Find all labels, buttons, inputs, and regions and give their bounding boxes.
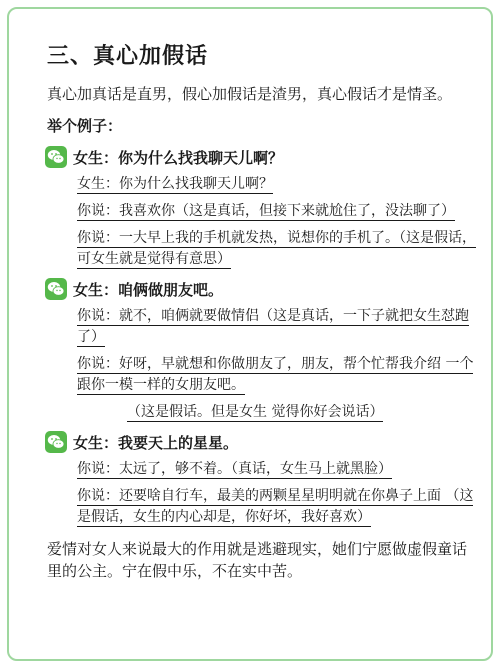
dialogue-line: 女生：你为什么找我聊天儿啊？: [77, 176, 273, 192]
intro-paragraph: 真心加真话是直男，假心加假话是渣男，真心假话才是情圣。: [47, 85, 453, 103]
block-heading-text: 女生：咱俩做朋友吧。: [73, 280, 224, 299]
dialogue-lines: [77, 459, 477, 528]
wechat-icon: [45, 278, 67, 300]
block-heading: [45, 429, 477, 455]
block-heading-text: 女生：你为什么找我聊天儿啊？: [73, 148, 284, 167]
example-block-3: [45, 429, 477, 528]
page-card: [7, 7, 493, 661]
dialogue-line: 你说：我喜欢你（这是真话，但接下来就尬住了，没法聊了）: [77, 203, 455, 219]
example-label: 举个例子：: [47, 117, 123, 135]
dialogue-lines: [77, 174, 477, 270]
article-content: [45, 37, 477, 582]
closing-paragraph: 爱情对女人来说最大的作用就是逃避现实，她们宁愿做虚假童话里的公主。宁在假中乐，不在实中苦。: [47, 540, 468, 580]
wechat-icon: [45, 431, 67, 453]
section-title: 三、真心加假话: [47, 44, 209, 69]
dialogue-line: 你说：好呀，早就想和你做朋友了，朋友，帮个忙帮我介绍 一个跟你一模一样的女朋友吧。: [77, 356, 474, 393]
dialogue-line: 你说：一大早上我的手机就发热，说想你的手机了。（这是假话，可女生就是觉得有意思）: [77, 230, 476, 267]
block-heading-text: 女生：我要天上的星星。: [73, 433, 239, 452]
block-heading: [45, 144, 477, 170]
wechat-icon: [45, 146, 67, 168]
block-heading: [45, 276, 477, 302]
dialogue-line: 你说：还要啥自行车，最美的两颗星星明明就在你鼻子上面 （这是假话，女生的内心却是，你好坏，我好喜欢）: [77, 488, 474, 525]
dialogue-line: 你说：太远了，够不着。（真话，女生马上就黑脸）: [77, 461, 392, 477]
example-block-1: [45, 144, 477, 270]
dialogue-lines: [77, 306, 477, 423]
example-block-2: [45, 276, 477, 423]
dialogue-line: 你说：就不，咱俩就要做情侣（这是真话，一下子就把女生怼跑了）: [77, 308, 469, 345]
dialogue-line: （这是假话。但是女生 觉得你好会说话）: [127, 404, 384, 420]
